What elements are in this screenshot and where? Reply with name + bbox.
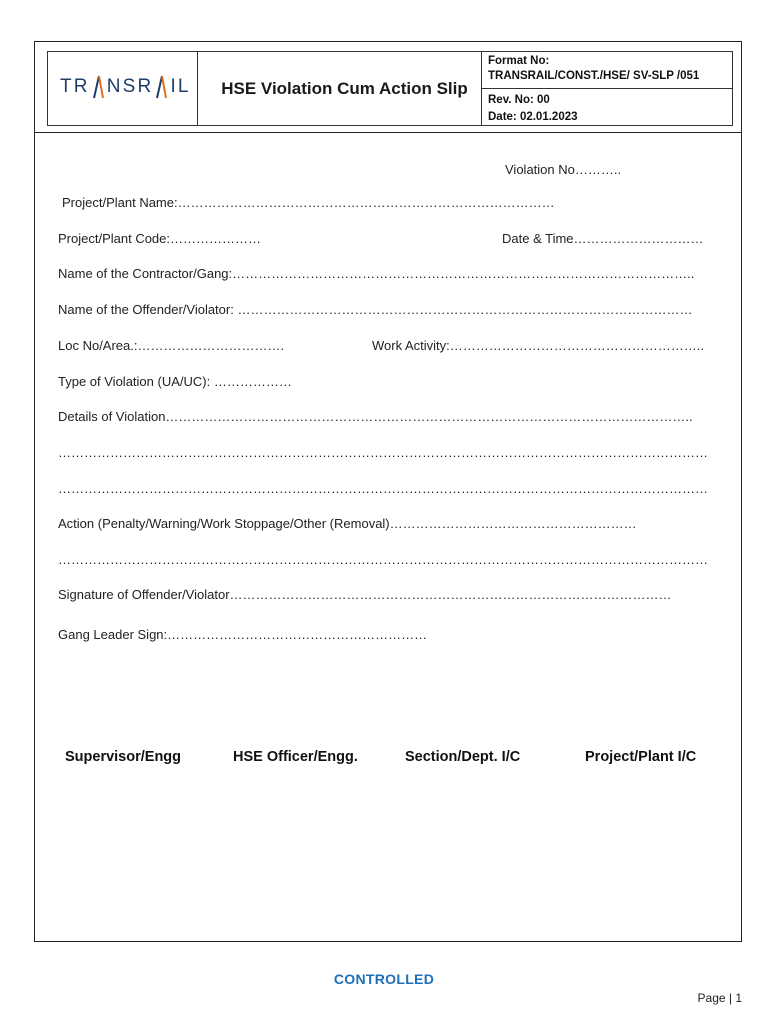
violation-type-field[interactable]: Type of Violation (UA/UC): ……………… xyxy=(58,374,292,389)
revision-date: Date: 02.01.2023 xyxy=(488,111,578,123)
logo-a-icon xyxy=(91,74,106,98)
contractor-field[interactable]: Name of the Contractor/Gang:…………………………………………………………………………………………….. xyxy=(58,266,695,281)
action-line-2[interactable]: …………………………………………………………………………………………………………………………………… xyxy=(58,552,708,567)
format-block xyxy=(482,52,732,89)
offender-field[interactable]: Name of the Offender/Violator: …………………………………………………………………………………………… xyxy=(58,302,693,317)
violation-details-field[interactable]: Details of Violation………………………………………………………………………………………………………….. xyxy=(58,409,693,424)
offender-signature-field[interactable]: Signature of Offender/Violator………………………………………………………………………………………… xyxy=(58,587,672,602)
logo-text-left: TR xyxy=(60,76,90,97)
date-time-field[interactable]: Date & Time………………………… xyxy=(502,231,704,246)
hse-officer-signatory: HSE Officer/Engg. xyxy=(233,749,358,765)
logo-a-icon-2 xyxy=(154,74,169,98)
project-name-field[interactable]: Project/Plant Name:…………………………………………………………………………… xyxy=(62,195,555,210)
logo-text-mid: NSR xyxy=(106,76,154,97)
gang-leader-sign-field[interactable]: Gang Leader Sign:…………………………………………………… xyxy=(58,627,428,642)
section-signatory: Section/Dept. I/C xyxy=(405,749,521,765)
work-activity-field[interactable]: Work Activity:………………………………………………….. xyxy=(372,338,704,353)
document-title: HSE Violation Cum Action Slip xyxy=(198,52,482,125)
loc-area-field[interactable]: Loc No/Area.:……………………………. xyxy=(58,338,285,353)
form-frame xyxy=(34,41,742,942)
header-row xyxy=(35,42,741,133)
logo-cell xyxy=(48,52,198,125)
logo-text-right: IL xyxy=(170,76,191,97)
project-code-field[interactable]: Project/Plant Code:………………… xyxy=(58,231,262,246)
revision-block xyxy=(482,89,732,125)
revision-number: Rev. No: 00 xyxy=(488,94,550,106)
format-label: Format No: xyxy=(488,55,550,67)
supervisor-signatory: Supervisor/Engg xyxy=(65,749,182,765)
violation-details-line-2[interactable]: …………………………………………………………………………………………………………………………………… xyxy=(58,445,708,460)
project-signatory: Project/Plant I/C xyxy=(585,749,697,765)
page-number: Page | 1 xyxy=(697,991,742,1005)
header-table xyxy=(47,51,733,126)
transrail-logo xyxy=(60,70,191,98)
meta-cell xyxy=(482,52,732,125)
action-field[interactable]: Action (Penalty/Warning/Work Stoppage/Other (Removal)………………………………………………… xyxy=(58,516,637,531)
violation-no-field[interactable]: Violation No……….. xyxy=(505,162,622,177)
format-value: TRANSRAIL/CONST./HSE/ SV-SLP /051 xyxy=(488,70,700,82)
controlled-stamp: CONTROLLED xyxy=(333,971,435,987)
violation-details-line-3[interactable]: …………………………………………………………………………………………………………………………………… xyxy=(58,481,708,496)
